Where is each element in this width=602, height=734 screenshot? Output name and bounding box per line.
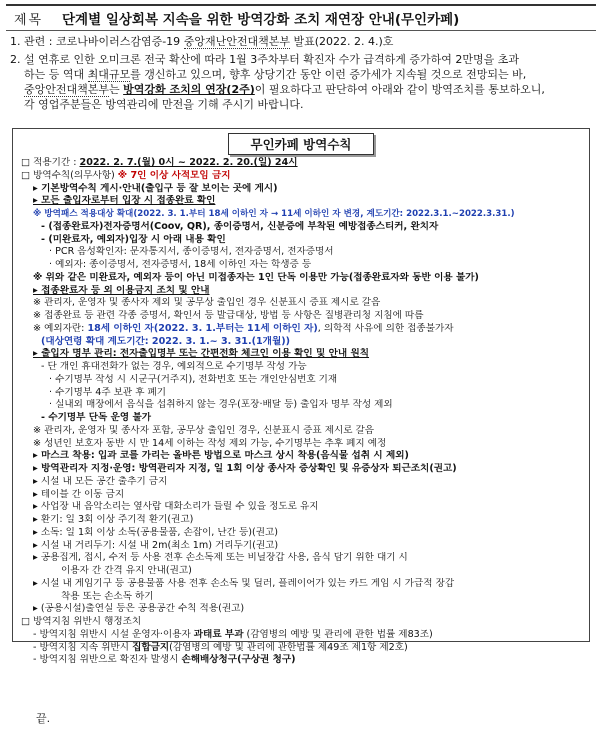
rule-item: ▸ (공용시설)출연실 등은 공용공간 수칙 적용(권고) [33, 603, 245, 615]
rule-note: ※ 성년인 보호자 동반 시 만 14세 이하는 작성 제외 가능, 수기명부는 추후 폐지 예정 [33, 437, 387, 449]
rule-item: ▸ 시설 내 모든 공간 출추기 금지 [33, 475, 168, 487]
penalty-item [21, 642, 583, 655]
rule-item: ▸ 마스크 착용: 입과 코를 가리는 올바른 방법으로 마스크 상시 착용(음식물 섭취 시 제외) [33, 450, 409, 462]
intro-text-part: 중앙재난안전대책본부 [183, 35, 290, 48]
rule-heading: □ 방역지침 위반시 행정조치 [21, 616, 142, 627]
rule-subitem: - (미완료자, 예외자)입장 시 아래 내용 확인 [41, 233, 226, 245]
rule-detail: · 실내외 매장에서 음식을 섭취하지 않는 경우(포장·배달 등) 출입자 명부 작성 제외 [49, 399, 393, 411]
rule-text: - 방역지침 위반시 시설 운영자·이용자 [33, 628, 194, 640]
rule-detail: · 수기명부 4주 보관 후 폐기 [49, 386, 167, 398]
rule-item: ▸ 사업장 내 음악소리는 옆사람 대화소리가 들릴 수 있을 정도로 유지 [33, 501, 319, 513]
rules-list [13, 155, 589, 667]
rule-subitem: - 단 개인 휴대전화가 없는 경우, 예외적으로 수기명부 작성 가능 [41, 361, 307, 372]
rule-note [21, 323, 583, 336]
rule-note: ※ 관리자, 운영자 및 종사자 제외 및 공무상 출입인 경우 신분표시 증표 제시로 갈음 [33, 297, 381, 309]
document-title: 단계별 일상회복 지속을 위한 방역강화 조치 재연장 안내(무인카페) [62, 12, 460, 28]
rule-text: ※ 7인 이상 사적모임 금지 [117, 169, 231, 181]
rule-item: ▸ 출입자 명부 관리: 전자출입명부 또는 간편전화 체크인 이용 확인 및 안내 원칙 [33, 348, 370, 360]
intro-number: 1. [10, 35, 21, 48]
rule-text: , 의학적 사유에 의한 접종불가자 [317, 322, 454, 334]
intro-text-part: 이 필요하다고 판단하여 아래와 같이 방역조치를 통보하오니, [254, 83, 545, 96]
penalty-item [21, 654, 583, 667]
rule-item: ▸ 테이블 간 이동 금지 [33, 488, 125, 500]
intro-item-1 [10, 34, 594, 49]
rule-subitem: - (접종완료자)전자증명서(Coov, QR), 종이증명서, 신분증에 부착된 예방접종스티커, 완치자 [41, 220, 439, 232]
rule-item: ▸ 접종완료자 등 외 이용금지 조치 및 안내 [33, 284, 210, 296]
rule-item: ▸ 시설 내 거리두기: 시설 내 2m(최소 1m) 거리두기(권고) [33, 539, 279, 551]
rule-detail: · PCR 음성확인자: 문자통지서, 종이증명서, 전자증명서, 전자증명서 [49, 246, 334, 258]
box-title-wrap [13, 133, 589, 155]
intro-text-part: 발표(2022. 2. 4.)호 [289, 35, 394, 48]
quarantine-rules-box [12, 128, 590, 666]
intro-line [24, 82, 594, 97]
rule-text: 18세 이하인 자(2022. 3. 1.부터는 11세 이하인 자) [87, 322, 318, 334]
rule-text: (감염병의 예방 및 관리에 관한법률 제49조 제1항 제2호) [169, 641, 408, 653]
intro-text-part: 관련 : 코로나바이러스감염증-19 [24, 35, 184, 48]
rule-note: ※ 위와 같은 미완료자, 예외자 등이 아닌 미접종자는 1인 단독 이용만 가능(접종완료자와 동반 이용 불가) [33, 271, 479, 283]
intro-number: 2. [10, 53, 21, 66]
penalty-item [21, 629, 583, 642]
rule-item: ▸ 소독: 일 1회 이상 소독(공용물품, 손잡이, 난간 등)(권고) [33, 526, 278, 538]
intro-text-part: 를 갱신하고 있으며, 향후 상당기간 동안 이런 증가세가 지속될 것으로 전망되는 바, [130, 68, 527, 81]
rule-text: □ 방역수칙(의무사항) [21, 169, 118, 181]
intro-line [24, 67, 594, 82]
rule-item: ▸ 기본방역수칙 게시·안내(출입구 등 잘 보이는 곳에 게시) [33, 182, 278, 194]
rule-heading [21, 170, 583, 183]
box-title: 무인카페 방역수칙 [228, 133, 375, 155]
rule-note: ※ 관리자, 운영자 및 종사자 포함, 공무상 출입인 경우, 신분표시 증표 제시로 갈음 [33, 424, 375, 436]
intro-text-part: 중앙안전대책본부 [24, 83, 110, 96]
rule-subitem: - 수기명부 단독 운영 불가 [41, 412, 152, 423]
intro-text-part: 는 [109, 83, 124, 96]
rule-item-continued: 이용자 간 간격 유지 안내(권고) [61, 565, 192, 576]
rule-item: ▸ 방역관리자 지정·운영: 방역관리자 지정, 일 1회 이상 종사자 증상확인 및 유증상자 퇴근조치(권고) [33, 463, 457, 474]
rule-item-continued: 착용 또는 손소독 하기 [61, 590, 154, 602]
intro-text-part: 방역강화 조치의 연장(2주) [123, 83, 255, 96]
rule-item: ▸ 시설 내 게임기구 등 공용물품 사용 전후 손소독 및 딜러, 플레이어가 있는 카드 게임 시 가급적 장갑 [33, 577, 455, 589]
rule-detail: · 수기명부 작성 시 시군구(거주지), 전화번호 또는 개인안심번호 기재 [49, 373, 338, 385]
rule-detail: · 예외자: 종이증명서, 전자증명서, 18세 이하인 자는 학생증 등 [49, 259, 312, 270]
intro-text-part: 최대규모 [87, 68, 131, 81]
rule-text: 과태료 부과 [193, 628, 244, 640]
intro-section [10, 34, 594, 115]
document-end-mark: 끝. [36, 712, 51, 725]
rule-period [21, 157, 583, 170]
rule-text: - 방역지침 지속 위반시 [33, 641, 133, 653]
intro-item-2 [10, 52, 594, 112]
rule-item: ▸ 모든 출입자로부터 입장 시 접종완료 확인 [33, 195, 216, 207]
document-title-bar [6, 4, 596, 31]
rule-text: □ 적용기간 : [21, 157, 80, 168]
rule-item: ▸ 공용집게, 접시, 수저 등 사용 전후 손소독제 또는 비닐장갑 사용, 음식 담기 위한 대기 시 [33, 552, 408, 564]
rule-text: 손해배상청구(구상권 청구) [181, 654, 296, 666]
intro-text [24, 52, 594, 112]
intro-line: 각 영업주분들은 방역관리에 만전을 기해 주시기 바랍니다. [24, 98, 304, 111]
rule-note: ※ 방역패스 적용대상 확대(2022. 3. 1.부터 18세 이하인 자 → 11세 이하인 자 변경, 계도기간: 2022.3.1.~2022.3.31.) [33, 209, 515, 219]
rule-item: ▸ 환기: 일 3회 이상 주기적 환기(권고) [33, 514, 194, 525]
rule-text: - 방역지침 위반으로 확진자 발생시 [33, 654, 182, 666]
title-label: 제목 [14, 12, 44, 28]
rule-text: 2022. 2. 7.(월) 0시 ~ 2022. 2. 20.(일) 24시 [79, 157, 298, 168]
intro-line: 설 연휴로 인한 오미크론 전국 확산에 따라 1월 3주차부터 확진자 수가 급격하게 증가하여 2만명을 초과 [24, 53, 519, 66]
rule-text: (감염병의 예방 및 관리에 관한 법률 제83조) [243, 628, 433, 640]
rule-text: ※ 예외자란: [33, 322, 88, 334]
rule-note: ※ 접종완료 등 관련 각종 증명서, 확인서 등 발급대상, 방법 등 사항은 질병관리청 지침에 따름 [33, 310, 424, 321]
intro-text-part: 하는 등 역대 [24, 68, 88, 81]
intro-text [24, 34, 594, 49]
rule-note: (대상연령 확대 계도기간: 2022. 3. 1.~ 3. 31.(1개월)) [41, 335, 290, 347]
rule-text: 집합금지 [132, 641, 170, 653]
